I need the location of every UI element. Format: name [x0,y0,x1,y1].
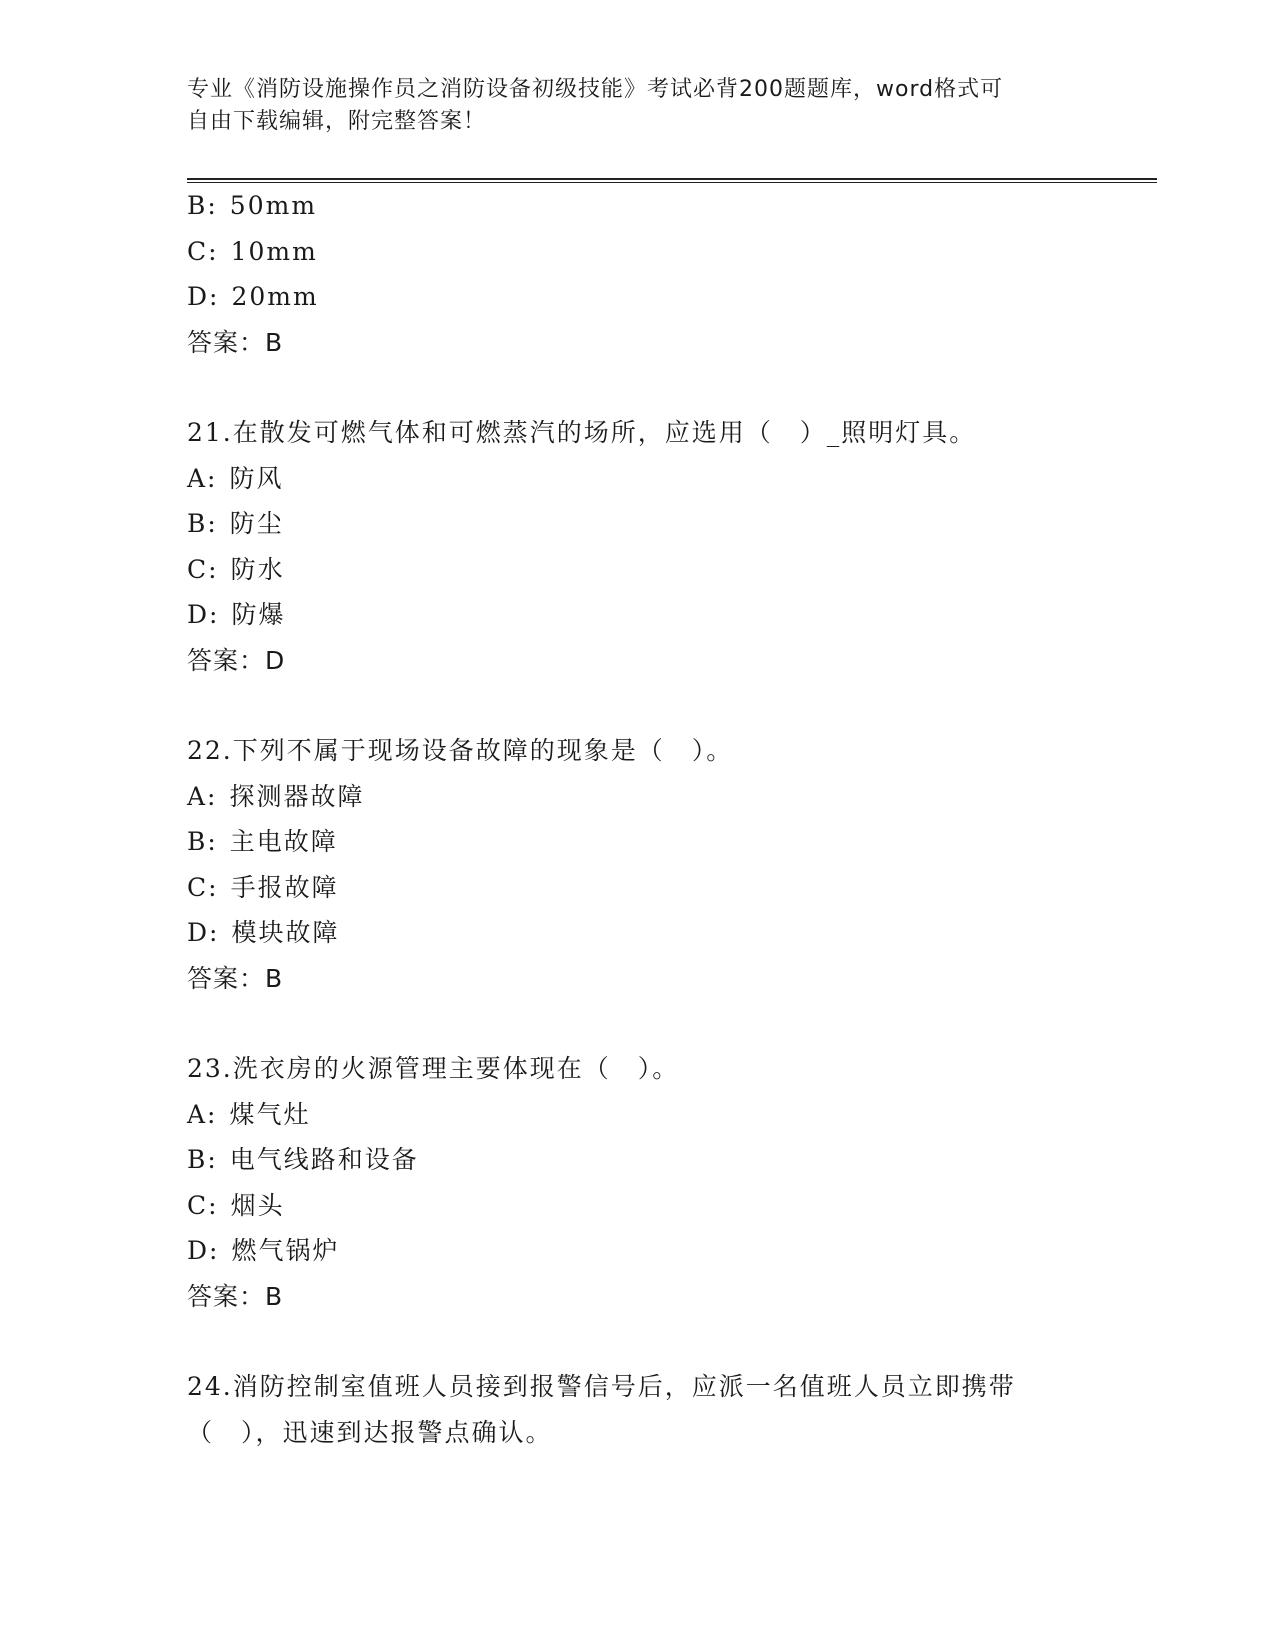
header-line-1: 专业《消防设施操作员之消防设备初级技能》考试必背200题题库，word格式可 [187,77,1004,102]
option-line: B: 主电故障 [187,827,338,856]
question-text: 23.洗衣房的火源管理主要体现在（ ）。 [187,1054,680,1083]
answer-line: 答案：B [187,963,284,993]
option-line: D: 防爆 [187,600,286,629]
document-page [187,0,1157,1650]
option-line: D: 20mm [187,282,319,311]
question-block-22 [187,735,1087,995]
answer-line: 答案：B [187,327,284,357]
option-line: B: 防尘 [187,509,284,538]
question-block-24 [187,1371,1087,1449]
answer-line: 答案：D [187,645,286,675]
question-text: 22.下列不属于现场设备故障的现象是（ ）。 [187,736,734,765]
header-rule-thin [187,182,1157,183]
header-line-2: 自由下载编辑，附完整答案！ [187,109,487,134]
option-line: C: 防水 [187,554,285,584]
option-line: B: 50mm [187,191,318,220]
option-line: D: 燃气锅炉 [187,1236,340,1265]
question-text-continued: （ ），迅速到达报警点确认。 [187,1417,553,1447]
option-line: A: 煤气灶 [187,1099,311,1129]
option-line: C: 手报故障 [187,872,339,902]
question-list [187,190,1087,1462]
option-line: A: 防风 [187,463,284,493]
question-block-23 [187,1053,1087,1313]
answer-line: 答案：B [187,1281,284,1311]
option-line: D: 模块故障 [187,918,340,947]
header-rule-thick [187,178,1157,180]
document-header [187,74,1067,138]
option-line: B: 电气线路和设备 [187,1145,419,1174]
question-text: 21.在散发可燃气体和可燃蒸汽的场所，应选用（ ）_照明灯具。 [187,418,977,447]
question-text: 24.消防控制室值班人员接到报警信号后，应派一名值班人员立即携带 [187,1372,1016,1401]
question-block-21 [187,417,1087,677]
option-line: A: 探测器故障 [187,781,365,811]
option-line: C: 烟头 [187,1190,285,1220]
option-line: C: 10mm [187,236,318,266]
question-block-20-tail [187,190,1087,359]
